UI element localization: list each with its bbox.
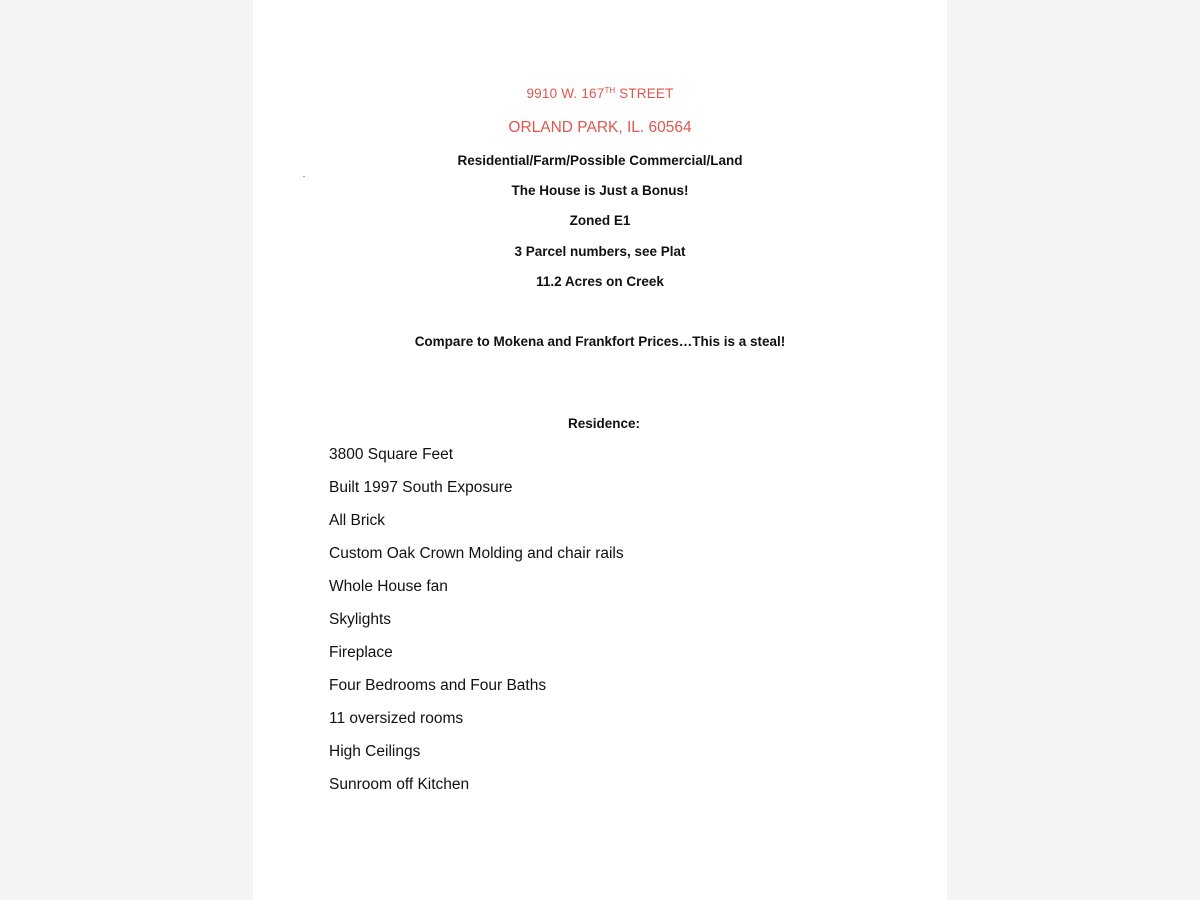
scan-speck (303, 176, 305, 177)
residence-heading: Residence: (567, 416, 641, 431)
feature-item: 11 oversized rooms (329, 710, 464, 727)
address-street-ordinal: TH (604, 86, 616, 95)
acreage-line: 11.2 Acres on Creek (536, 274, 664, 289)
feature-item: Skylights (329, 611, 392, 628)
feature-item: All Brick (329, 512, 385, 529)
feature-item: 3800 Square Feet (329, 446, 454, 463)
address-street-suffix: STREET (615, 86, 674, 101)
feature-item: Custom Oak Crown Molding and chair rails (329, 545, 624, 562)
feature-item: Fireplace (329, 644, 393, 661)
feature-item: Sunroom off Kitchen (329, 776, 470, 793)
compare-line: Compare to Mokena and Frankfort Prices…This is a steal! (414, 334, 786, 349)
feature-item: Built 1997 South Exposure (329, 479, 513, 496)
feature-item: Whole House fan (329, 578, 448, 595)
property-type-line: Residential/Farm/Possible Commercial/Land (457, 153, 743, 168)
address-city: ORLAND PARK, IL. 60564 (508, 119, 692, 136)
address-street-number: 9910 W. 167 (526, 86, 605, 101)
document-page (253, 0, 947, 900)
feature-item: Four Bedrooms and Four Baths (329, 677, 547, 694)
feature-item: High Ceilings (329, 743, 421, 760)
features-list (329, 445, 624, 808)
zoning-line: Zoned E1 (569, 213, 631, 228)
bonus-line: The House is Just a Bonus! (511, 183, 689, 198)
parcel-line: 3 Parcel numbers, see Plat (514, 244, 686, 259)
address-street (253, 86, 947, 101)
